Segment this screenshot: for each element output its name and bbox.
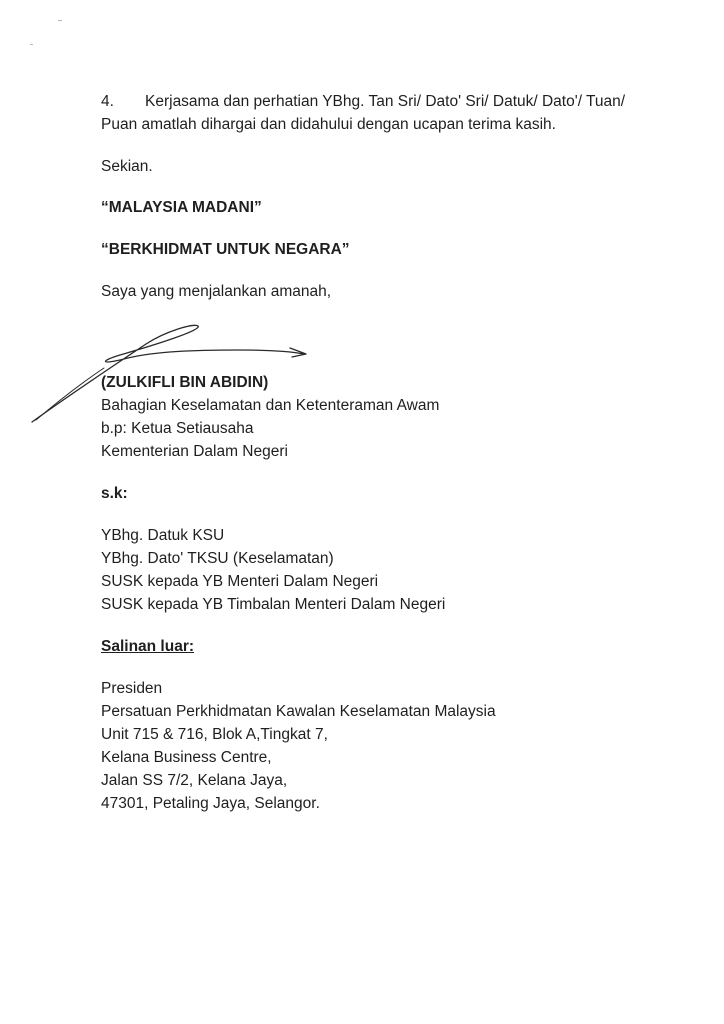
paragraph-4-line-2: Puan amatlah dihargai dan didahului dengan ucapan terima kasih. bbox=[101, 116, 556, 133]
closing-text: Sekian. bbox=[101, 158, 153, 175]
address-line: Persatuan Perkhidmatan Kawalan Keselamatan Malaysia bbox=[101, 703, 496, 720]
signatory-name: (ZULKIFLI BIN ABIDIN) bbox=[101, 374, 269, 391]
cc-recipient: SUSK kepada YB Menteri Dalam Negeri bbox=[101, 573, 379, 590]
external-copy-heading: Salinan luar: bbox=[101, 638, 195, 655]
letter-body bbox=[101, 90, 681, 815]
cc-recipient: YBhg. Dato' TKSU (Keselamatan) bbox=[101, 550, 334, 567]
trust-line: Saya yang menjalankan amanah, bbox=[101, 283, 332, 300]
paragraph-4-text-1: Kerjasama dan perhatian YBhg. Tan Sri/ Dato' Sri/ Datuk/ Dato'/ Tuan/ bbox=[145, 93, 626, 110]
signatory-ministry: Kementerian Dalam Negeri bbox=[101, 443, 288, 460]
address-line: Presiden bbox=[101, 680, 163, 697]
scan-speck bbox=[58, 20, 62, 21]
paragraph-4 bbox=[101, 90, 681, 136]
signatory-division: Bahagian Keselamatan dan Ketenteraman Awam bbox=[101, 397, 440, 414]
signatory-block bbox=[101, 371, 681, 463]
cc-recipient: SUSK kepada YB Timbalan Menteri Dalam Negeri bbox=[101, 596, 446, 613]
address-line: Unit 715 & 716, Blok A,Tingkat 7, bbox=[101, 726, 328, 743]
scan-speck bbox=[30, 44, 33, 45]
address-line: Kelana Business Centre, bbox=[101, 749, 272, 766]
paragraph-number: 4. bbox=[101, 93, 114, 110]
paragraph-4-line-1 bbox=[101, 90, 681, 113]
cc-recipient: YBhg. Datuk KSU bbox=[101, 527, 225, 544]
cc-list bbox=[101, 524, 681, 616]
slogan-malaysia-madani: “MALAYSIA MADANI” bbox=[101, 199, 262, 216]
address-line: Jalan SS 7/2, Kelana Jaya, bbox=[101, 772, 288, 789]
external-copy-address bbox=[101, 677, 681, 815]
cc-heading: s.k: bbox=[101, 485, 128, 502]
signatory-on-behalf: b.p: Ketua Setiausaha bbox=[101, 420, 254, 437]
slogan-berkhidmat: “BERKHIDMAT UNTUK NEGARA” bbox=[101, 241, 350, 258]
address-line: 47301, Petaling Jaya, Selangor. bbox=[101, 795, 320, 812]
